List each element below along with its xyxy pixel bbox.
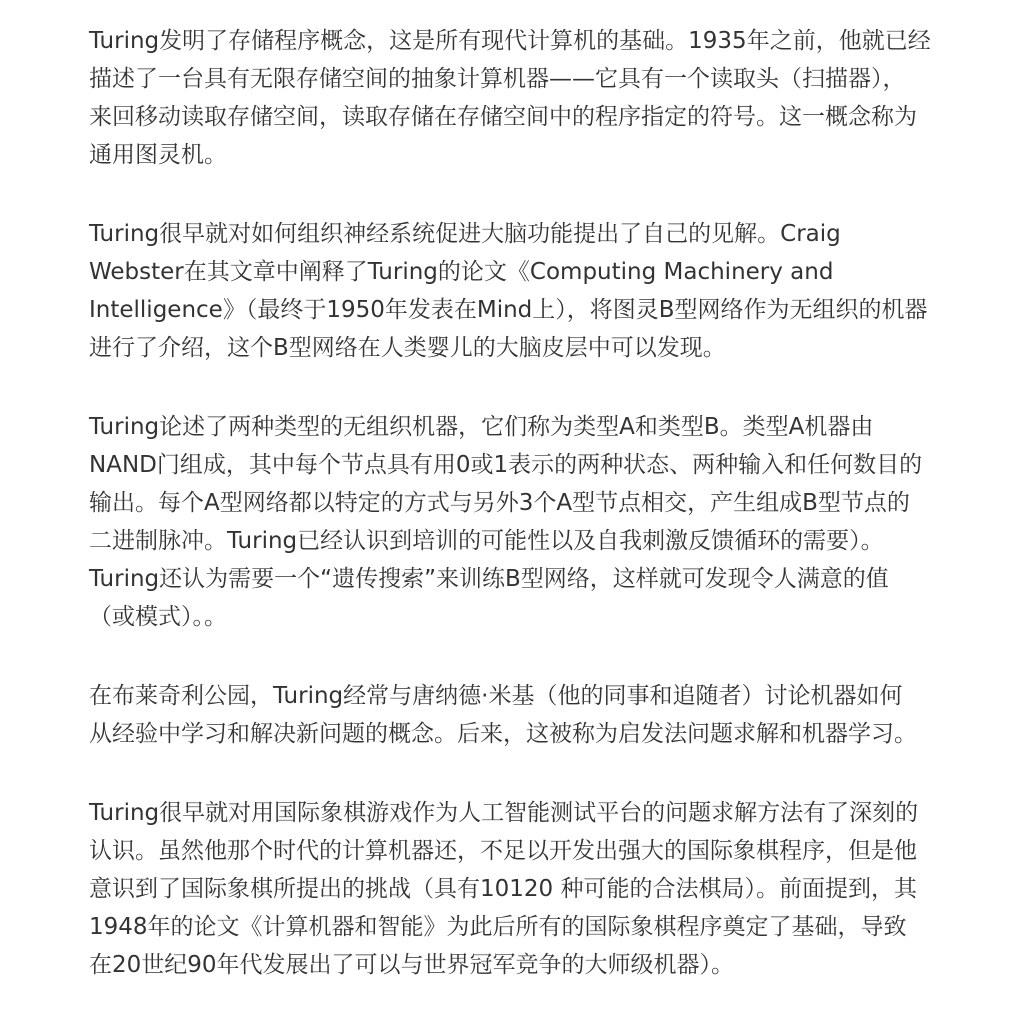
- text-line: 来回移动读取存储空间，读取存储在存储空间中的程序指定的符号。这一概念称为: [89, 104, 917, 130]
- paragraph-neural-networks: [89, 215, 969, 367]
- text-line: Turing还认为需要一个“遗传搜索”来训练B型网络，这样就可发现令人满意的值: [89, 566, 889, 592]
- text-line: Webster在其文章中阐释了Turing的论文《Computing Machinery and: [89, 259, 834, 285]
- text-line: Turing很早就对用国际象棋游戏作为人工智能测试平台的问题求解方法有了深刻的: [89, 800, 919, 826]
- text-line: Turing很早就对如何组织神经系统促进大脑功能提出了自己的见解。Craig: [89, 221, 841, 247]
- text-line: 从经验中学习和解决新问题的概念。后来，这被称为启发法问题求解和机器学习。: [89, 721, 917, 747]
- text-line: NAND门组成，其中每个节点具有用0或1表示的两种状态、两种输入和任何数目的: [89, 452, 923, 478]
- text-line: 意识到了国际象棋所提出的挑战（具有10120 种可能的合法棋局）。前面提到，其: [89, 876, 917, 902]
- paragraph-bletchley-park: [89, 677, 969, 753]
- text-line: 进行了介绍，这个B型网络在人类婴儿的大脑皮层中可以发现。: [89, 335, 726, 361]
- text-line: 二进制脉冲。Turing已经认识到培训的可能性以及自我刺激反馈循环的需要）。: [89, 528, 884, 554]
- text-line: 描述了一台具有无限存储空间的抽象计算机器——它具有一个读取头（扫描器），: [89, 66, 906, 92]
- text-line: Turing论述了两种类型的无组织机器，它们称为类型A和类型B。类型A机器由: [89, 414, 874, 440]
- text-line: （或模式）。。: [89, 604, 227, 630]
- text-line: 在20世纪90年代发展出了可以与世界冠军竞争的大师级机器）。: [89, 952, 735, 978]
- paragraph-unorganized-machines: [89, 408, 969, 636]
- article-body: [89, 22, 969, 1025]
- text-line: 输出。每个A型网络都以特定的方式与另外3个A型节点相交，产生组成B型节点的: [89, 490, 910, 516]
- paragraph-chess: [89, 794, 969, 984]
- text-line: Turing发明了存储程序概念，这是所有现代计算机的基础。1935年之前，他就已经: [89, 28, 931, 54]
- text-line: 1948年的论文《计算机器和智能》为此后所有的国际象棋程序奠定了基础，导致: [89, 914, 907, 940]
- text-line: 在布莱奇利公园，Turing经常与唐纳德·米基（他的同事和追随者）讨论机器如何: [89, 683, 903, 709]
- paragraph-stored-program: [89, 22, 969, 174]
- text-line: 认识。虽然他那个时代的计算机器还，不足以开发出强大的国际象棋程序，但是他: [89, 838, 917, 864]
- text-line: Intelligence》（最终于1950年发表在Mind上），将图灵B型网络作为无组织的机器: [89, 297, 928, 323]
- text-line: 通用图灵机。: [89, 142, 227, 168]
